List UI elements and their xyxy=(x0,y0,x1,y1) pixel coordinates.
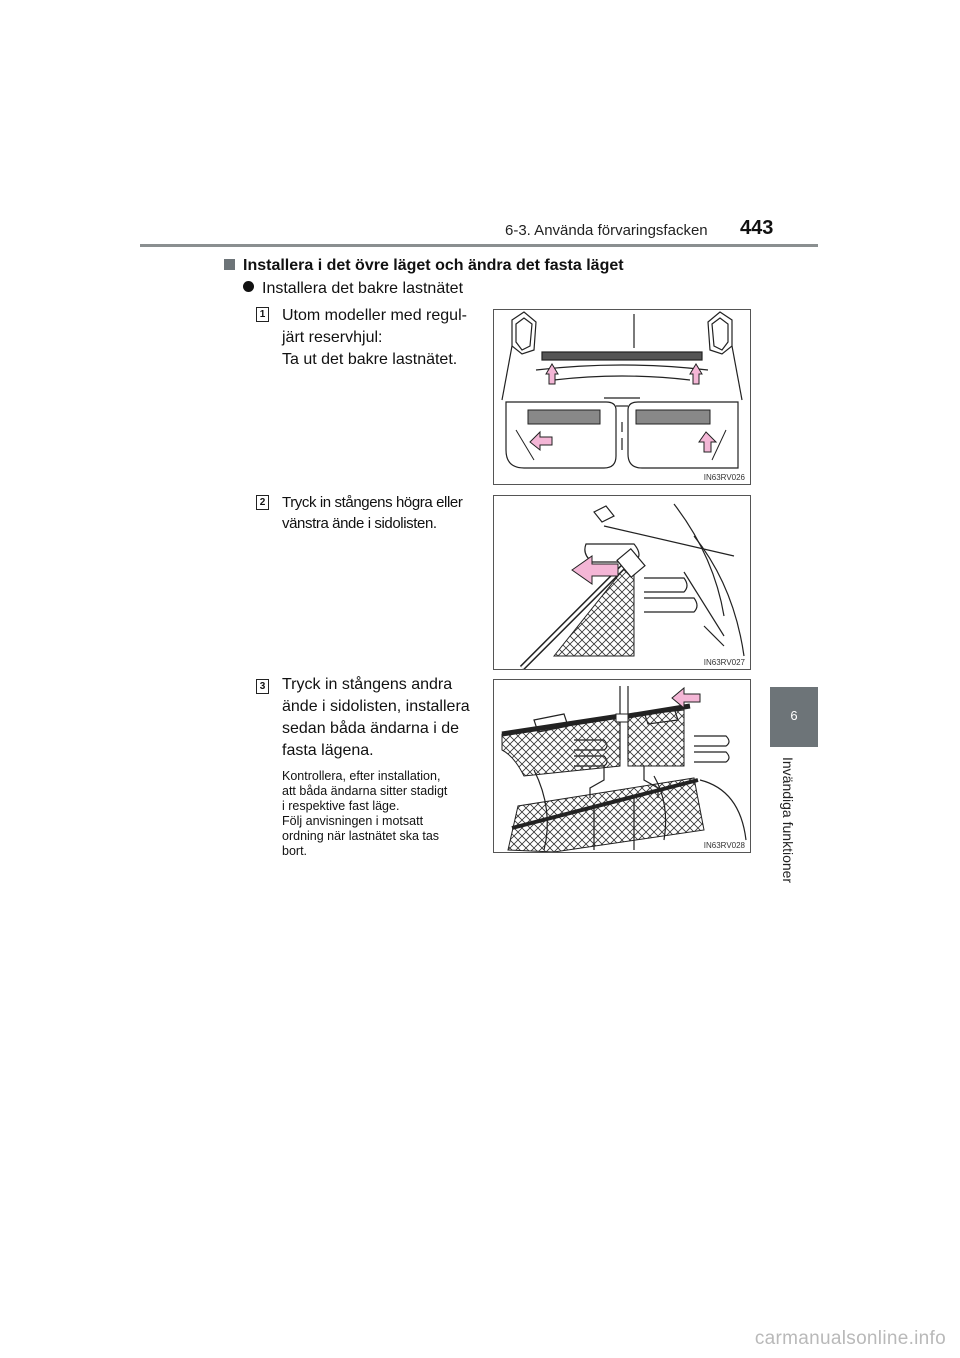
figure-1 xyxy=(493,309,751,485)
note-line: bort. xyxy=(282,844,308,858)
page-number: 443 xyxy=(740,217,774,239)
chapter-tab[interactable] xyxy=(770,687,818,747)
step-3-note xyxy=(282,769,476,859)
round-bullet-icon xyxy=(243,281,254,292)
note-line: Kontrollera, efter installation, xyxy=(282,769,441,783)
section-title: 6-3. Använda förvaringsfacken xyxy=(505,222,708,239)
heading-text: Installera i det övre läget och ändra det fasta läget xyxy=(243,257,624,274)
figure-code: IN63RV028 xyxy=(703,841,745,850)
figure-3 xyxy=(493,679,751,853)
step-1-line: Utom modeller med regul- xyxy=(282,307,467,324)
header-rule xyxy=(140,244,818,247)
step-2-line: vänstra ände i sidolisten. xyxy=(282,515,437,532)
note-line: ordning när lastnätet ska tas xyxy=(282,829,440,843)
step-3-line: sedan båda ändarna i de xyxy=(282,720,460,737)
step-number-2: 2 xyxy=(256,495,269,510)
figure-code: IN63RV026 xyxy=(703,473,745,482)
step-3-text xyxy=(282,674,476,762)
step-1-line: Ta ut det bakre lastnätet. xyxy=(282,351,458,368)
step-3-line: Tryck in stångens andra xyxy=(282,676,453,693)
square-bullet-icon xyxy=(224,259,235,270)
step-number-3: 3 xyxy=(256,679,269,694)
note-line: Följ anvisningen i motsatt xyxy=(282,814,424,828)
section-heading xyxy=(224,257,624,275)
note-line: i respektive fast läge. xyxy=(282,799,400,813)
step-number-1: 1 xyxy=(256,307,269,322)
chapter-label: Invändiga funktioner xyxy=(780,757,796,884)
step-2-text xyxy=(282,492,476,534)
figure-3-illustration xyxy=(494,680,750,852)
bullet-text: Installera det bakre lastnätet xyxy=(262,280,464,297)
figure-1-illustration xyxy=(494,310,750,484)
figure-code: IN63RV027 xyxy=(703,658,745,667)
step-2-line: Tryck in stångens högra eller xyxy=(282,494,463,511)
bullet-item xyxy=(243,280,463,298)
chapter-number: 6 xyxy=(790,708,798,723)
step-1-line: järt reservhjul: xyxy=(282,329,383,346)
figure-2 xyxy=(493,495,751,670)
note-line: att båda ändarna sitter stadigt xyxy=(282,784,448,798)
figure-2-illustration xyxy=(494,496,750,669)
step-1-text xyxy=(282,305,476,371)
step-3-line: ände i sidolisten, installera xyxy=(282,698,470,715)
step-3-line: fasta lägena. xyxy=(282,742,374,759)
watermark: carmanualsonline.info xyxy=(754,1328,946,1349)
